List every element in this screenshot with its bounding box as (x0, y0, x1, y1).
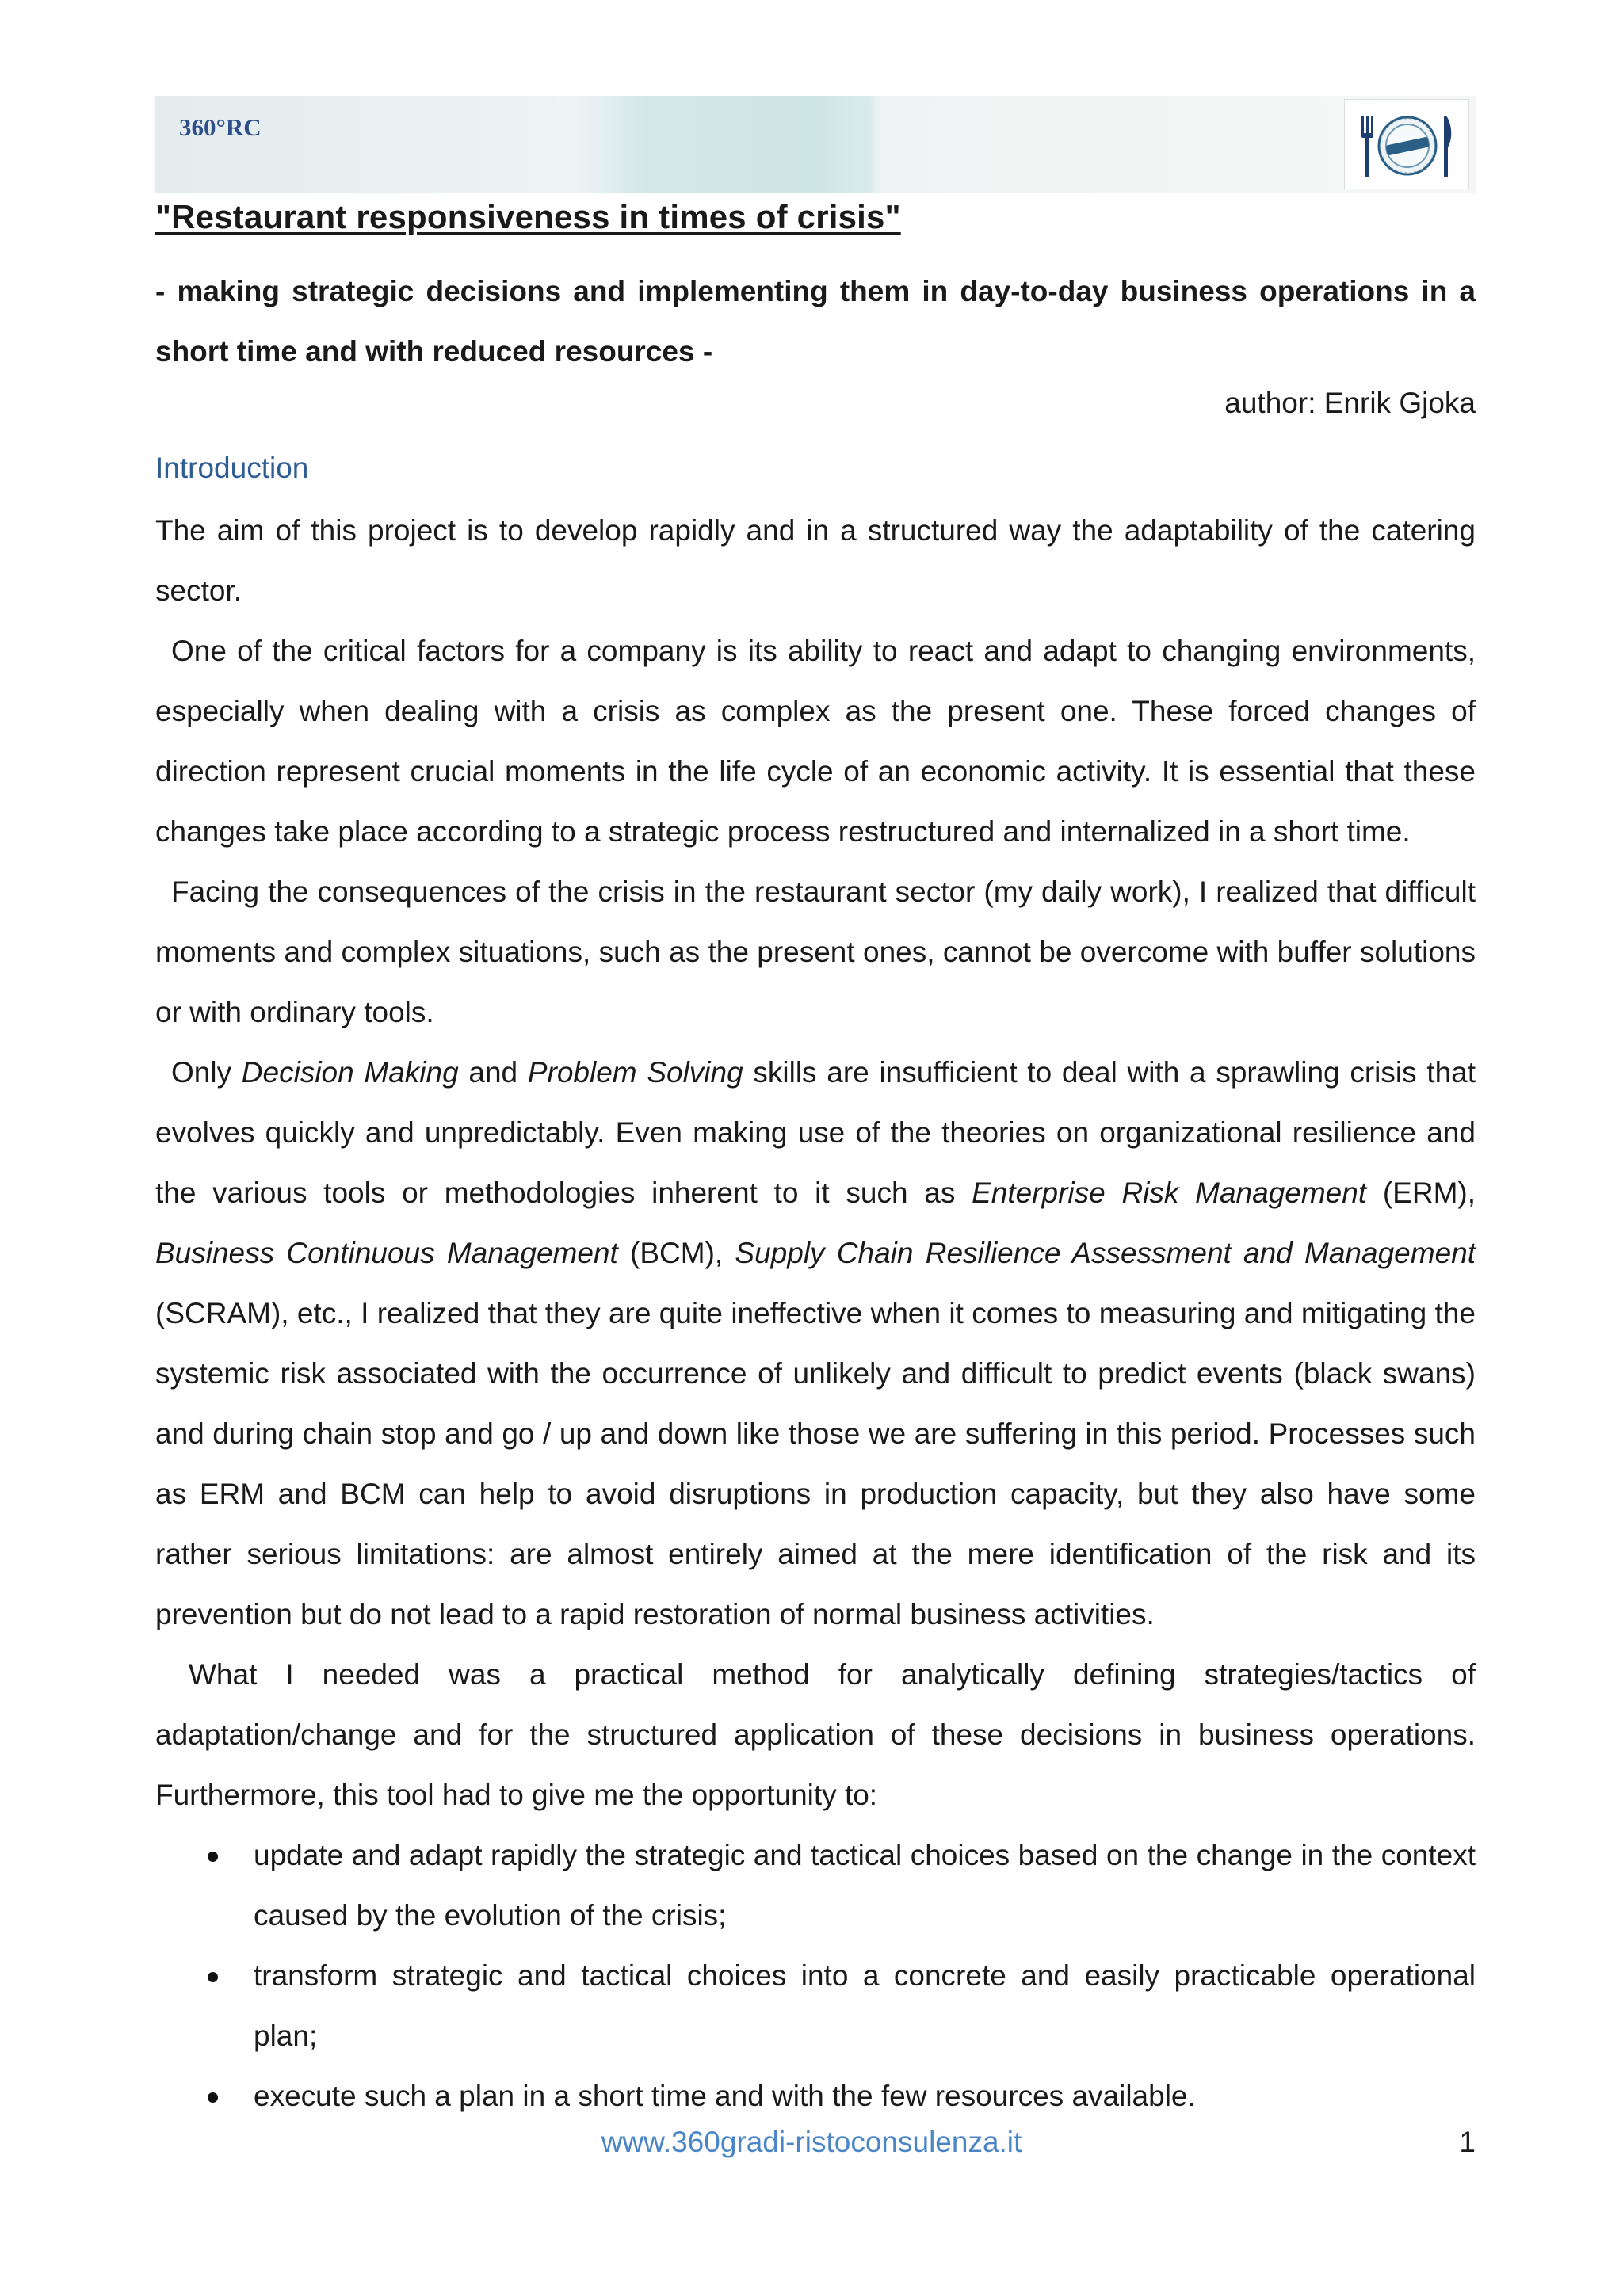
list-item-text: execute such a plan in a short time and with the few resources available. (254, 2080, 1196, 2112)
text-run: (BCM), (617, 1237, 735, 1269)
requirements-list (155, 1825, 1476, 2126)
list-item-text: transform strategic and tactical choices into a concrete and easily practicable operational plan; (254, 1959, 1476, 2052)
text-run: skills are insufficient to deal with a sprawling crisis that evolves quickly and unpredictably. Even making use of the theories on organizational resilience and the various tools or methodologies inherent to it such as (155, 1056, 1476, 1209)
text-run: Only (171, 1056, 242, 1089)
fork-plate-knife-icon (1354, 111, 1461, 181)
term-bcm: Business Continuous Management (155, 1237, 618, 1269)
term-erm: Enterprise Risk Management (972, 1177, 1367, 1209)
company-logo-text: 360°RC (179, 113, 262, 141)
term-scram: Supply Chain Resilience Assessment and Management (735, 1237, 1476, 1269)
list-item (155, 1946, 1476, 2066)
section-heading-introduction: Introduction (155, 452, 309, 484)
paragraph-critical-factors: One of the critical factors for a company is its ability to react and adapt to changing environments, especially when dealing with a crisis as complex as the present one. These forced changes of direction represent crucial moments in the life cycle of an economic activity. It is essential that these changes take place according to a strategic process restructured and internalized in a short time. (155, 635, 1476, 848)
paragraph-decision-making (155, 1043, 1476, 1645)
paragraph-aim: The aim of this project is to develop rapidly and in a structured way the adaptability of the catering sector. (155, 514, 1476, 607)
list-item-text: update and adapt rapidly the strategic and tactical choices based on the change in the context caused by the evolution of the crisis; (254, 1839, 1476, 1932)
body-text (155, 501, 1476, 2126)
term-problem-solving: Problem Solving (527, 1056, 743, 1089)
header-banner (155, 96, 1476, 193)
list-item (155, 1825, 1476, 1946)
bullet-icon (208, 2092, 218, 2103)
text-run: and (458, 1056, 528, 1089)
paragraph-consequences: Facing the consequences of the crisis in the restaurant sector (my daily work), I realized that difficult moments and complex situations, such as the present ones, cannot be overcome with buffer solutions or with ordinary tools. (155, 875, 1476, 1028)
author-line: author: Enrik Gjoka (1224, 387, 1476, 419)
page-number: 1 (1459, 2126, 1476, 2158)
restaurant-emblem (1344, 99, 1469, 189)
text-run: (SCRAM), etc., I realized that they are quite ineffective when it comes to measuring and mitigating the systemic risk associated with the occurrence of unlikely and difficult to predict events (black swans) and during chain stop and go / up and down like those we are suffering in this period. Processes such as ERM and BCM can help to avoid disruptions in production capacity, but they also have some rather serious limitations: are almost entirely aimed at the mere identification of the risk and its prevention but do not lead to a rapid restoration of normal business activities. (155, 1297, 1476, 1630)
document-subtitle: - making strategic decisions and implementing them in day-to-day business operations in a short time and with reduced resources - (155, 275, 1476, 368)
text-run: (ERM), (1366, 1177, 1476, 1209)
bullet-icon (208, 1972, 218, 1982)
term-decision-making: Decision Making (241, 1056, 459, 1089)
bullet-icon (208, 1852, 218, 1862)
footer-website-link[interactable]: www.360gradi-ristoconsulenza.it (601, 2126, 1022, 2158)
document-title: "Restaurant responsiveness in times of crisis" (155, 198, 901, 235)
paragraph-what-i-needed: What I needed was a practical method for analytically defining strategies/tactics of adaptation/change and for the structured application of these decisions in business operations. Furthermore, this tool had to give me the opportunity to: (155, 1658, 1476, 1811)
list-item (155, 2066, 1476, 2126)
